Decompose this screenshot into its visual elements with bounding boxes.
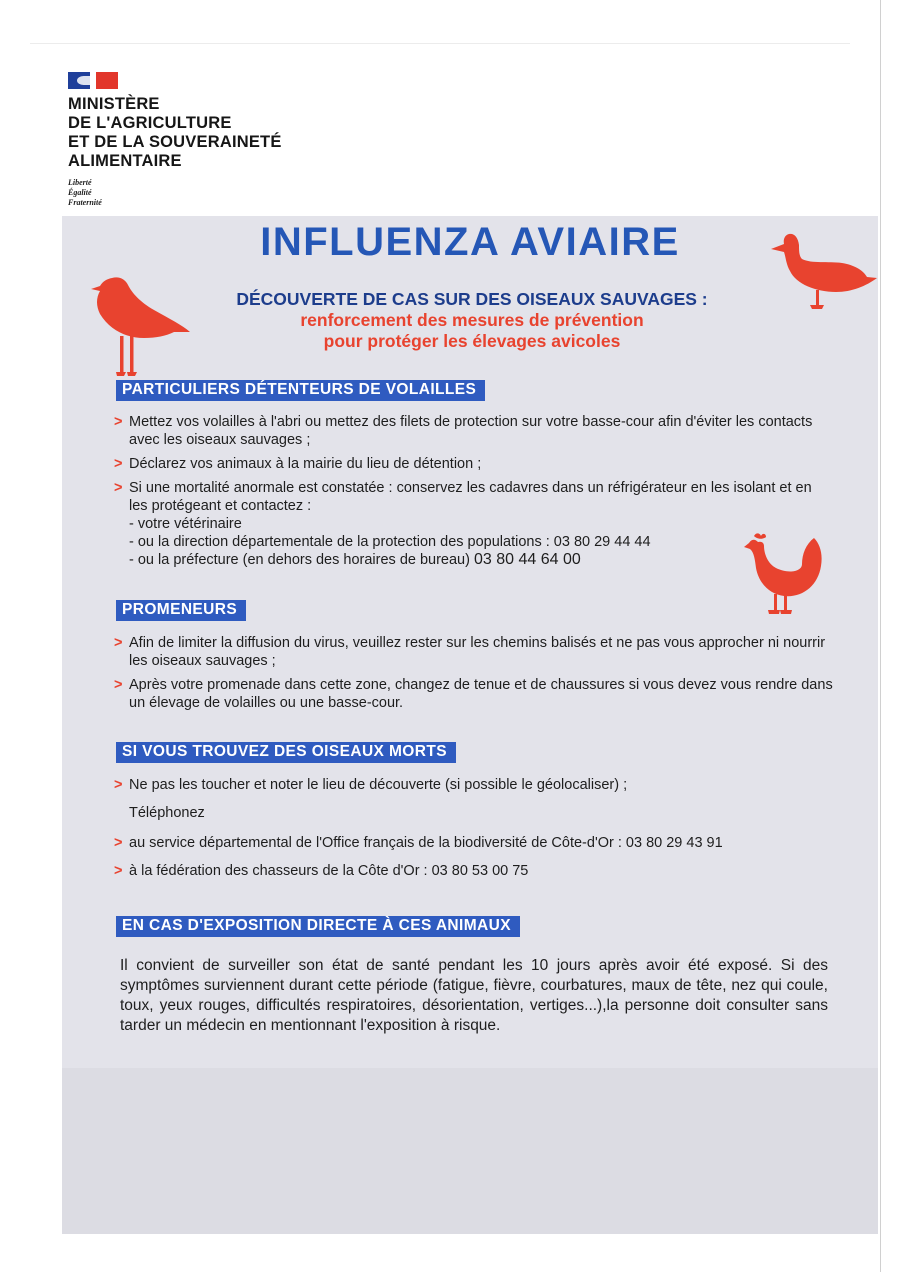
list-item (114, 862, 834, 880)
list-item (114, 413, 834, 449)
contact-label: - ou la préfecture (en dehors des horaires de bureau) (129, 552, 474, 568)
subtitle-line: renforcement des mesures de prévention (300, 310, 644, 330)
ministry-line: ALIMENTAIRE (68, 152, 182, 170)
item-text: Si une mortalité anormale est constatée : conservez les cadavres dans un réfrigérateur en les isolant et en les protégeant et contactez : (129, 480, 812, 514)
subtitle-line: DÉCOUVERTE DE CAS SUR DES OISEAUX SAUVAGES : (236, 289, 708, 309)
chevron-right-icon: > (114, 777, 123, 793)
contact-line: - votre vétérinaire (129, 516, 242, 532)
list-item (114, 455, 834, 473)
contact-line (129, 551, 834, 569)
chevron-right-icon: > (114, 835, 123, 851)
duck-icon (770, 228, 880, 312)
item-text: Déclarez vos animaux à la mairie du lieu de détention ; (129, 456, 482, 472)
list-item (114, 479, 834, 569)
chevron-right-icon: > (114, 677, 123, 693)
motto-line: Fraternité (68, 198, 102, 207)
gull-icon (90, 276, 194, 380)
item-text: Ne pas les toucher et noter le lieu de découverte (si possible le géolocaliser) ; (129, 777, 628, 793)
ministry-name (68, 95, 282, 171)
chevron-right-icon: > (114, 635, 123, 651)
panel-lower-band (62, 1068, 878, 1234)
motto-line: Égalité (68, 188, 92, 197)
motto-line: Liberté (68, 178, 92, 187)
list-item (114, 676, 834, 712)
item-text: Après votre promenade dans cette zone, changez de tenue et de chaussures si vous devez vous rendre dans un élevage de volailles ou une basse-cour. (129, 677, 833, 711)
telephonez-label: Téléphonez (129, 805, 205, 821)
ministry-line: MINISTÈRE (68, 95, 160, 113)
item-text: à la fédération des chasseurs de la Côte d'Or : 03 80 53 00 75 (129, 863, 529, 879)
marianne-flag-icon (68, 72, 118, 89)
ministry-line: DE L'AGRICULTURE (68, 114, 232, 132)
scan-edge (880, 0, 881, 1272)
section-heading-promeneurs: PROMENEURS (116, 600, 246, 621)
chevron-right-icon: > (114, 456, 123, 472)
exposition-paragraph: Il convient de surveiller son état de santé pendant les 10 jours après avoir été exposé. Si des symptômes surviennent durant cette période (fatigue, fièvre, courbatures, maux de tête, nez qui coule, toux, yeux rouges, difficultés respiratoires, désorientation, vertiges...),la personne doit consulter sans tarder un médecin en mentionnant l'exposition à risque. (120, 957, 828, 1034)
contact-line: - ou la direction départementale de la protection des populations : 03 80 29 44 44 (129, 534, 651, 550)
list-item (114, 834, 834, 852)
subtitle-line: pour protéger les élevages avicoles (323, 331, 621, 351)
poster-title: INFLUENZA AVIAIRE (260, 220, 680, 264)
list-particuliers (114, 413, 834, 575)
item-text: Afin de limiter la diffusion du virus, veuillez rester sur les chemins balisés et ne pas vous approcher ni nourrir les oiseaux sauvages ; (129, 635, 826, 669)
list-item (114, 634, 834, 670)
section-heading-particuliers: PARTICULIERS DÉTENTEURS DE VOLAILLES (116, 380, 485, 401)
list-item (114, 776, 834, 794)
prefecture-phone: 03 80 44 64 00 (473, 551, 581, 568)
poster-subtitle (152, 288, 792, 352)
list-promeneurs (114, 634, 834, 718)
top-rule (30, 43, 850, 44)
section-heading-oiseaux-morts: SI VOUS TROUVEZ DES OISEAUX MORTS (116, 742, 456, 763)
list-oiseaux-morts (114, 776, 834, 886)
item-text: Mettez vos volailles à l'abri ou mettez des filets de protection sur votre basse-cour afin d'éviter les contacts avec les oiseaux sauvages ; (129, 414, 813, 448)
section-heading-exposition: EN CAS D'EXPOSITION DIRECTE À CES ANIMAUX (116, 916, 520, 937)
chevron-right-icon: > (114, 414, 123, 430)
ministry-logo (68, 72, 282, 208)
poster-panel (62, 216, 878, 1234)
ministry-line: ET DE LA SOUVERAINETÉ (68, 133, 282, 151)
item-text: au service départemental de l'Office français de la biodiversité de Côte-d'Or : 03 80 29 43 91 (129, 835, 723, 851)
chevron-right-icon: > (114, 863, 123, 879)
republic-motto (68, 178, 282, 208)
chevron-right-icon: > (114, 480, 123, 496)
